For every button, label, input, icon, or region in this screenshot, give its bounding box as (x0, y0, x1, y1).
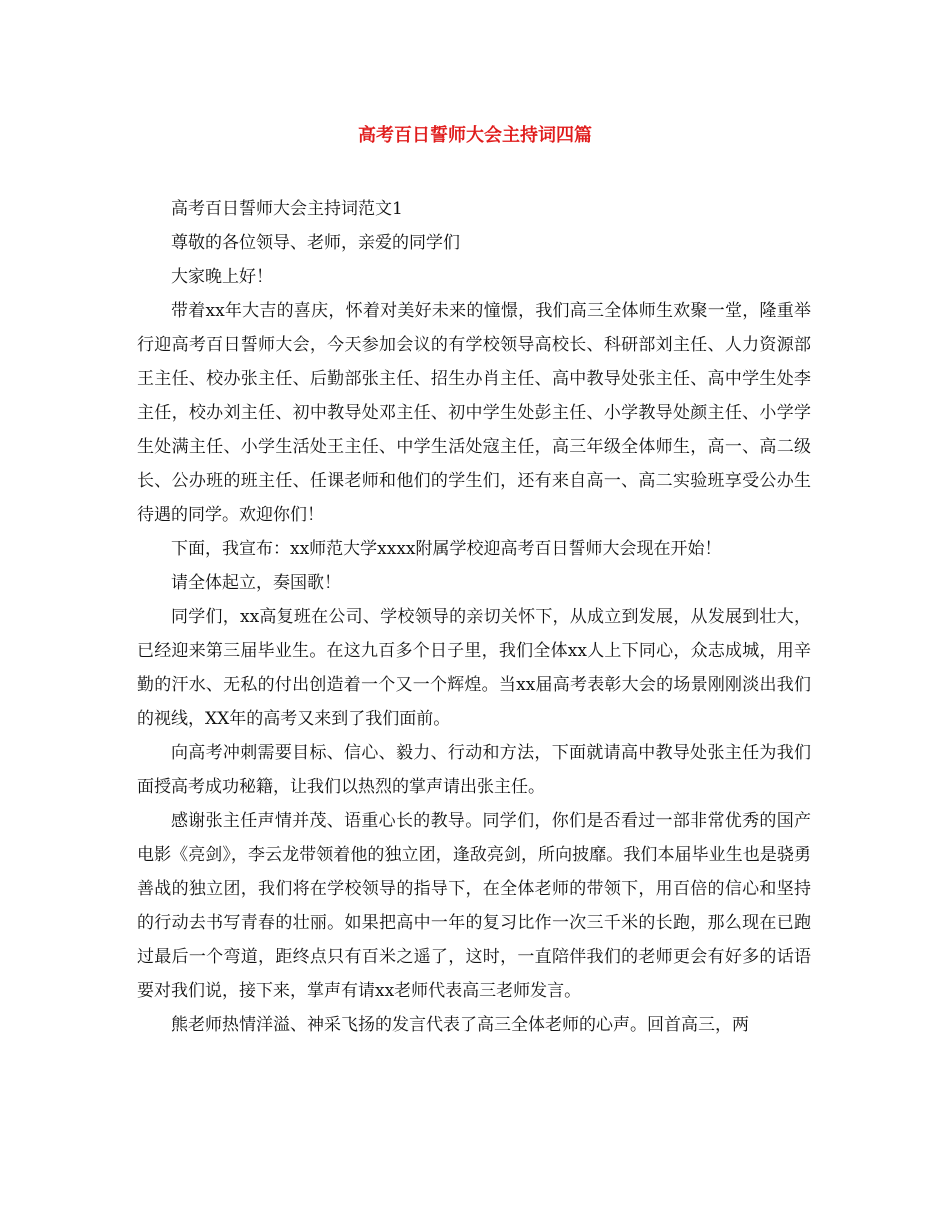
paragraph-subtitle: 高考百日誓师大会主持词范文1 (171, 199, 403, 219)
paragraph-salutation: 尊敬的各位领导、老师，亲爱的同学们 (171, 233, 460, 253)
paragraph-anthem: 请全体起立，奏国歌！ (171, 573, 341, 593)
paragraph-announcement: 下面，我宣布：xx师范大学xxxx附属学校迎高考百日誓师大会现在开始！ (171, 539, 722, 559)
paragraph-greeting: 大家晚上好！ (171, 267, 273, 287)
paragraph-closing: 熊老师热情洋溢、神采飞扬的发言代表了高三全体老师的心声。回首高三，两 (171, 1015, 749, 1035)
document-body (137, 192, 811, 1042)
paragraph-teacher-invite: 感谢张主任声情并茂、语重心长的教导。同学们，你们是否看过一部非常优秀的国产电影《亮剑》，李云龙带领着他的独立团，逢敌亮剑，所向披靡。我们本届毕业生也是骁勇善战的独立团，我们将在学校领导的指导下，在全体老师的带领下，用百倍的信心和坚持的行动去书写青春的壮丽。如果把高中一年的复习比作一次三千米的长跑，那么现在已跑过最后一个弯道，距终点只有百米之遥了，这时，一直陪伴我们的老师更会有好多的话语要对我们说，接下来，掌声有请xx老师代表高三老师发言。 (137, 811, 811, 1001)
document-title: 高考百日誓师大会主持词四篇 (358, 125, 592, 146)
paragraph-introduction: 带着xx年大吉的喜庆，怀着对美好未来的憧憬，我们高三全体师生欢聚一堂，隆重举行迎高考百日誓师大会，今天参加会议的有学校领导高校长、科研部刘主任、人力资源部王主任、校办张主任、后勤部张主任、招生办肖主任、高中教导处张主任、高中学生处李主任，校办刘主任、初中教导处邓主任、初中学生处彭主任、小学教导处颜主任、小学学生处满主任、小学生活处王主任、中学生活处寇主任，高三年级全体师生，高一、高二级长、公办班的班主任、任课老师和他们的学生们，还有来自高一、高二实验班享受公办生待遇的同学。欢迎你们！ (137, 301, 811, 525)
paragraph-director-invite: 向高考冲刺需要目标、信心、毅力、行动和方法，下面就请高中教导处张主任为我们面授高考成功秘籍，让我们以热烈的掌声请出张主任。 (137, 743, 811, 797)
paragraph-history: 同学们，xx高复班在公司、学校领导的亲切关怀下，从成立到发展，从发展到壮大，已经迎来第三届毕业生。在这九百多个日子里，我们全体xx人上下同心，众志成城，用辛勤的汗水、无私的付出创造着一个又一个辉煌。当xx届高考表彰大会的场景刚刚淡出我们的视线，XX年的高考又来到了我们面前。 (137, 607, 811, 729)
